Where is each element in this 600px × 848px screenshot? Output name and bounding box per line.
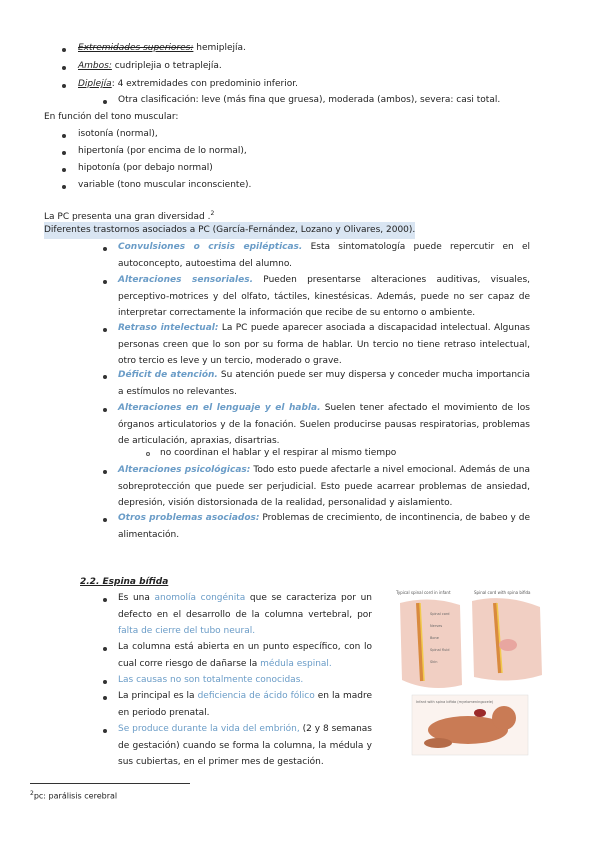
item-text: cudriplejia o tetraplejía. [111, 61, 222, 71]
list-item [118, 688, 372, 721]
item-label: Diplejía [78, 79, 112, 89]
accent-text: deficiencia de ácido fólico [197, 691, 315, 701]
item-label: Ambos: [78, 61, 112, 71]
text: La columna está abierta en un punto específico, con lo cual corre riesgo de dañarse la [118, 642, 372, 669]
accent-text: médula espinal. [260, 658, 332, 669]
item-label: Convulsiones o crisis epilépticas. [118, 242, 303, 252]
bullet [62, 185, 66, 189]
list-item [118, 272, 530, 322]
paragraph-text: La PC presenta una gran diversidad . [44, 212, 211, 222]
accent-text: Se produce durante la vida del embrión, [118, 724, 300, 734]
item-text: Problemas de crecimiento, de incontinencia, de babeo y de alimentación. [118, 513, 531, 540]
item-text: Esta sintomatología puede repercutir en el autoconcepto, autoestima del alumno. [118, 242, 530, 269]
bullet [103, 696, 107, 700]
item-label: Retraso intelectual: [118, 323, 219, 333]
sub-bullet [146, 452, 150, 456]
bullet [103, 518, 107, 522]
footnote [30, 786, 117, 805]
bullet [62, 66, 66, 70]
list-item [118, 590, 372, 640]
list-item: isotonía (normal), [78, 129, 158, 139]
item-label: Extremidades superiores: [78, 43, 194, 53]
item-text: hemiplejía. [193, 43, 246, 53]
item-label: Déficit de atención. [118, 370, 218, 380]
spina-bifida-figure [390, 585, 550, 760]
highlighted-line: Diferentes trastornos asociados a PC (García-Fernández, Lozano y Olivares, 2000). [44, 222, 415, 239]
footnote-number: 2 [30, 790, 34, 797]
accent-text: anomolía congénita [154, 593, 246, 603]
bullet [103, 280, 107, 284]
list-item: hipotonía (por debajo normal) [78, 163, 213, 173]
side-label: Spinal cord [430, 612, 450, 616]
bullet [62, 48, 66, 52]
sub-item: Otra clasificación: leve (más fina que gruesa), moderada (ambos), severa: casi total. [118, 95, 501, 105]
text: que se caracteriza por un defecto en el desarrollo de la columna vertebral, por [118, 593, 372, 620]
side-label: Skin [430, 660, 438, 664]
figure-caption: Infant with spina bifida (myelomeningocele) [416, 700, 494, 704]
list-item [118, 462, 530, 512]
footnote-text: pc: parálisis cerebral [33, 791, 118, 801]
list-item: hipertonía (por encima de lo normal), [78, 146, 247, 156]
bullet [103, 408, 107, 412]
item-label: Alteraciones sensoriales. [118, 275, 253, 285]
item-text: : 4 extremidades con predominio inferior. [111, 79, 298, 89]
bullet [62, 151, 66, 155]
bullet [103, 247, 107, 251]
item-label: Alteraciones en el lenguaje y el habla. [118, 403, 321, 413]
section-title: 2.2. Espina bífida [80, 577, 169, 587]
item-text: Suelen tener afectado el movimiento de los órganos articulatorios y de la fonación. Suelen producirse pausas respiratorias, problemas de articulación, apraxias, disartrias. [118, 403, 530, 446]
bullet [103, 680, 107, 684]
bullet [62, 84, 66, 88]
bullet [103, 375, 107, 379]
bullet [62, 168, 66, 172]
list-item [118, 639, 372, 672]
item-text: Todo esto puede afectarle a nivel emocional. Además de una sobreprotección que puede ser perjudicial. Esto puede acarrear problemas de ansiedad, depresión, visión distorsionada de la realidad, personalidad y aislamiento. [118, 465, 531, 508]
text: La principal es la [118, 691, 198, 701]
figure-label-left: Typical spinal cord in infant [396, 590, 451, 595]
figure-label-right: Spinal cord with spina bifida [474, 590, 531, 595]
text: en la madre en periodo prenatal. [118, 691, 373, 718]
list-item [118, 510, 530, 543]
bullet [103, 647, 107, 651]
text: Es una [118, 593, 155, 603]
list-item [78, 40, 246, 57]
item-label: Alteraciones psicológicas: [118, 465, 251, 475]
bullet [103, 328, 107, 332]
sub-item: no coordinan el hablar y el respirar al mismo tiempo [160, 448, 397, 458]
list-item [118, 400, 530, 450]
list-item: Las causas no son totalmente conocidas. [118, 675, 304, 685]
item-text: Pueden presentarse alteraciones auditivas, visuales, perceptivo-motrices y del olfato, táctiles, kinestésicas. Además, puede no ser capaz de interpretar correctamente la información que recibe de su entorno o ambiente. [118, 275, 531, 318]
accent-text: falta de cierre del tubo neural. [118, 626, 256, 636]
list-item [78, 76, 298, 93]
item-text: La PC puede aparecer asociada a discapacidad intelectual. Algunas personas creen que lo son por su forma de hablar. Un tercio no tiene retraso intelectual, otro tercio es leve y un tercio, moderado o grave. [118, 323, 530, 366]
bullet [103, 729, 107, 733]
side-label: Bone [430, 636, 439, 640]
list-item [118, 367, 530, 400]
side-label: Spinal fluid [430, 648, 450, 652]
footnote-divider [30, 783, 190, 784]
item-label: Otros problemas asociados: [118, 513, 260, 523]
item-text: Su atención puede ser muy dispersa y conceder mucha importancia a estímulos no relevantes. [118, 370, 530, 397]
bullet [103, 598, 107, 602]
bullet [103, 470, 107, 474]
list-item [118, 320, 530, 370]
text: (2 y 8 semanas de gestación) cuando se forma la columna, la médula y sus cubiertas, en el primer mes de gestación. [118, 724, 372, 767]
list-item: variable (tono muscular inconsciente). [78, 180, 252, 190]
bullet [103, 100, 107, 104]
footnote-ref[interactable]: 2 [210, 210, 215, 217]
paragraph: En función del tono muscular: [44, 112, 179, 122]
bullet [62, 134, 66, 138]
list-item [118, 721, 372, 771]
side-label: Nerves [430, 624, 443, 628]
list-item [118, 239, 530, 272]
figure-illustration [390, 585, 550, 760]
list-item [78, 58, 222, 75]
